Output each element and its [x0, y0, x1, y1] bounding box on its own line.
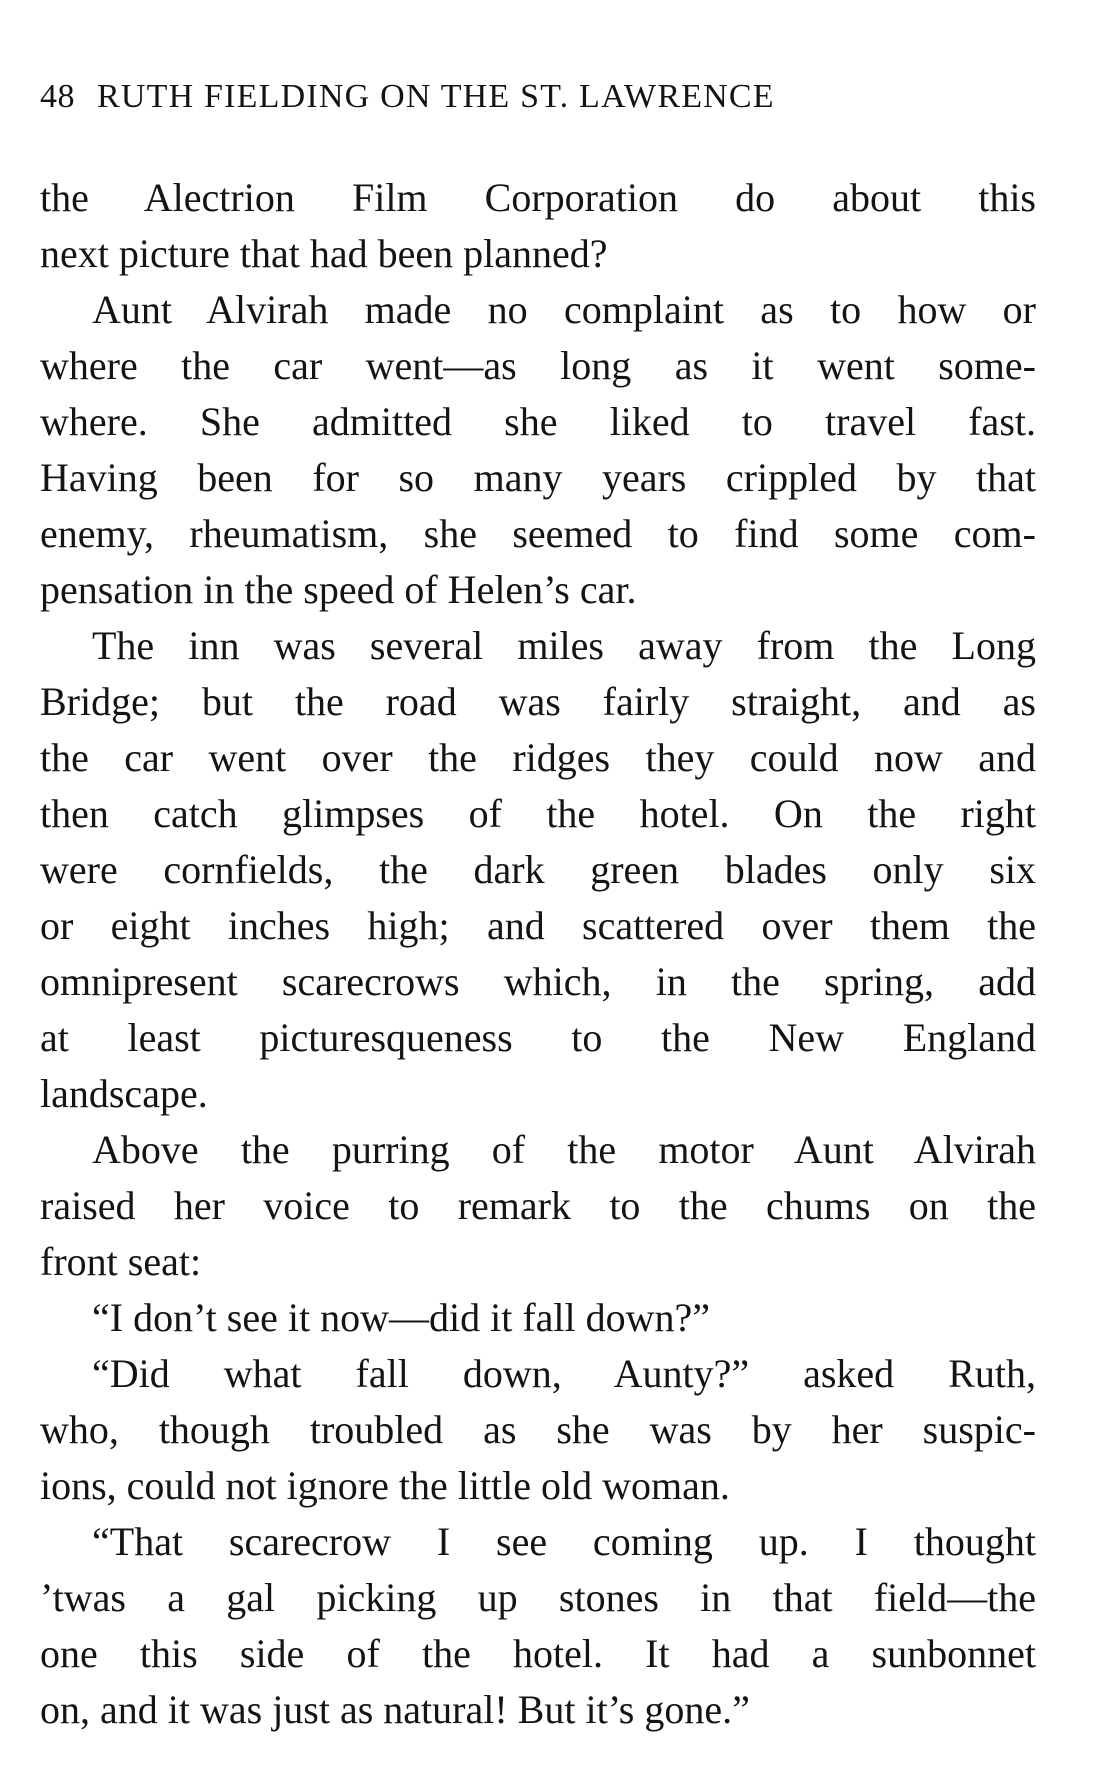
text-line: “Did what fall down, Aunty?” asked Ruth,: [92, 1351, 1036, 1396]
text-line: the Alectrion Film Corporation do about this: [40, 175, 1036, 220]
text-line: “That scarecrow I see coming up. I thought: [92, 1519, 1036, 1564]
text-line: Having been for so many years crippled by that: [40, 455, 1036, 500]
text-line: ’twas a gal picking up stones in that field—the: [40, 1575, 1036, 1620]
text-line: front seat:: [40, 1239, 202, 1284]
text-line: on, and it was just as natural! But it’s gone.”: [40, 1687, 750, 1732]
text-line: “I don’t see it now—did it fall down?”: [92, 1295, 711, 1340]
text-line: Aunt Alvirah made no complaint as to how or: [92, 287, 1036, 332]
text-line: omnipresent scarecrows which, in the spring, add: [40, 959, 1036, 1004]
page-number: 48: [40, 78, 75, 115]
text-line: who, though troubled as she was by her suspic-: [40, 1407, 1036, 1452]
text-line: the car went over the ridges they could now and: [40, 735, 1036, 780]
body-text: [40, 170, 1036, 1738]
text-line: landscape.: [40, 1071, 208, 1116]
text-line: The inn was several miles away from the Long: [92, 623, 1036, 668]
text-line: were cornfields, the dark green blades only six: [40, 847, 1036, 892]
text-line: or eight inches high; and scattered over them the: [40, 903, 1036, 948]
text-line: raised her voice to remark to the chums on the: [40, 1183, 1036, 1228]
text-line: where the car went—as long as it went some-: [40, 343, 1036, 388]
text-line: then catch glimpses of the hotel. On the right: [40, 791, 1036, 836]
book-page: [40, 0, 1036, 1776]
text-line: enemy, rheumatism, she seemed to find some com-: [40, 511, 1036, 556]
text-line: ions, could not ignore the little old woman.: [40, 1463, 730, 1508]
text-line: at least picturesqueness to the New England: [40, 1015, 1036, 1060]
text-line: next picture that had been planned?: [40, 231, 608, 276]
text-line: Bridge; but the road was fairly straight, and as: [40, 679, 1036, 724]
running-header: [40, 78, 775, 116]
text-line: where. She admitted she liked to travel fast.: [40, 399, 1036, 444]
text-line: one this side of the hotel. It had a sunbonnet: [40, 1631, 1036, 1676]
text-line: Above the purring of the motor Aunt Alvirah: [92, 1127, 1036, 1172]
text-line: pensation in the speed of Helen’s car.: [40, 567, 637, 612]
running-title: RUTH FIELDING ON THE ST. LAWRENCE: [97, 78, 775, 115]
